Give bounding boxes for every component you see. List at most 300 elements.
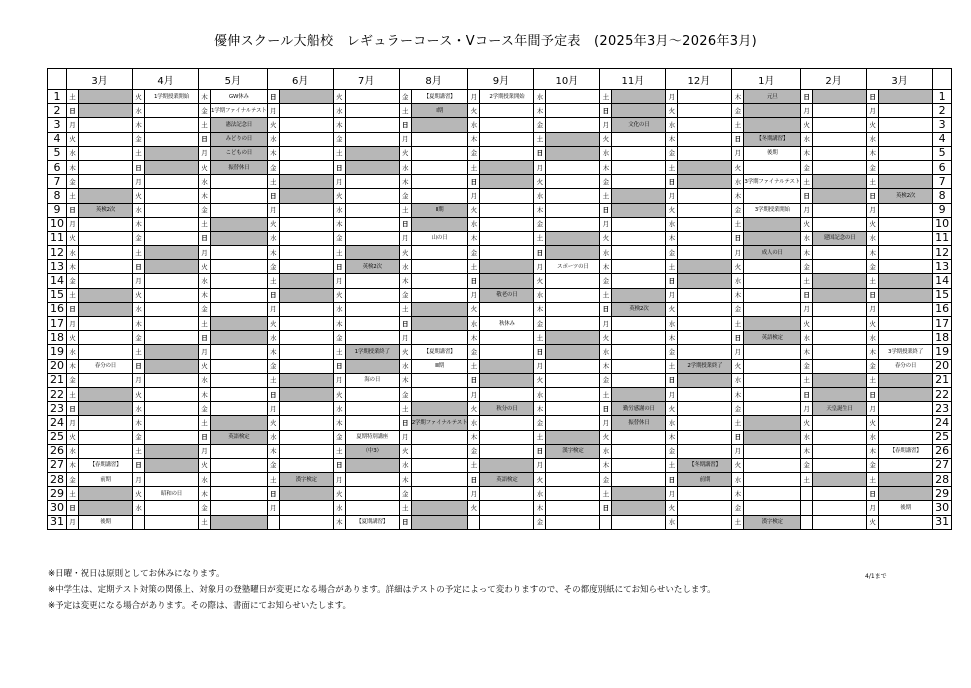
event-cell <box>145 160 199 174</box>
weekday-cell: 土 <box>666 260 678 274</box>
event-cell: 漢字検定 <box>744 515 801 529</box>
weekday-cell: 水 <box>801 331 813 345</box>
event-cell <box>345 473 399 487</box>
event-cell <box>612 373 666 387</box>
weekday-cell: 月 <box>199 345 211 359</box>
weekday-cell: 日 <box>67 402 79 416</box>
day-number-left: 24 <box>48 416 67 430</box>
day-number-right: 12 <box>933 246 952 260</box>
event-cell: 英語検定 <box>744 331 801 345</box>
weekday-cell: 水 <box>199 175 211 189</box>
weekday-cell: 火 <box>801 217 813 231</box>
event-cell <box>79 132 133 146</box>
event-cell <box>546 189 600 203</box>
event-cell <box>345 189 399 203</box>
event-cell <box>678 118 732 132</box>
weekday-cell: 火 <box>199 260 211 274</box>
event-cell <box>279 146 333 160</box>
event-cell <box>744 444 801 458</box>
weekday-cell <box>267 515 279 529</box>
weekday-cell: 月 <box>666 189 678 203</box>
weekday-cell: 火 <box>267 118 279 132</box>
month-header-12: 3月 <box>867 69 933 90</box>
event-cell <box>612 501 666 515</box>
event-cell <box>279 444 333 458</box>
event-cell <box>345 402 399 416</box>
event-cell <box>612 317 666 331</box>
weekday-cell: 土 <box>133 345 145 359</box>
weekday-cell: 日 <box>399 515 411 529</box>
event-cell <box>813 387 867 401</box>
event-cell <box>345 317 399 331</box>
weekday-cell: 水 <box>534 487 546 501</box>
weekday-cell: 水 <box>267 132 279 146</box>
day-row <box>48 146 952 160</box>
day-number-left: 6 <box>48 160 67 174</box>
event-cell <box>480 132 534 146</box>
event-cell <box>480 246 534 260</box>
weekday-cell: 月 <box>199 444 211 458</box>
event-cell <box>79 217 133 231</box>
day-number-right: 2 <box>933 104 952 118</box>
weekday-cell: 木 <box>267 345 279 359</box>
event-cell <box>345 416 399 430</box>
weekday-cell: 火 <box>199 160 211 174</box>
weekday-cell: 水 <box>133 104 145 118</box>
weekday-cell: 木 <box>801 146 813 160</box>
event-cell: GW休み <box>211 90 268 104</box>
day-number-left: 7 <box>48 175 67 189</box>
weekday-cell: 日 <box>333 458 345 472</box>
weekday-cell: 木 <box>267 246 279 260</box>
event-cell <box>145 402 199 416</box>
event-cell <box>345 274 399 288</box>
weekday-cell: 金 <box>67 473 79 487</box>
event-cell <box>879 246 933 260</box>
event-cell <box>145 260 199 274</box>
event-cell: 2学期授業終了 <box>678 359 732 373</box>
event-cell <box>678 345 732 359</box>
event-cell <box>411 373 468 387</box>
event-cell <box>345 231 399 245</box>
event-cell <box>279 104 333 118</box>
event-cell <box>279 430 333 444</box>
day-header-left <box>48 69 67 90</box>
event-cell <box>79 416 133 430</box>
event-cell <box>879 331 933 345</box>
weekday-cell: 火 <box>199 458 211 472</box>
weekday-cell: 日 <box>199 331 211 345</box>
event-cell <box>211 175 268 189</box>
event-cell <box>678 175 732 189</box>
weekday-cell: 土 <box>333 146 345 160</box>
event-cell <box>546 501 600 515</box>
day-number-left: 2 <box>48 104 67 118</box>
weekday-cell <box>468 515 480 529</box>
event-cell <box>79 302 133 316</box>
weekday-cell: 金 <box>801 458 813 472</box>
weekday-cell: 火 <box>133 387 145 401</box>
day-number-right: 20 <box>933 359 952 373</box>
month-header-10: 1月 <box>732 69 801 90</box>
weekday-cell: 木 <box>666 231 678 245</box>
day-row <box>48 402 952 416</box>
event-cell <box>678 132 732 146</box>
weekday-cell: 火 <box>333 288 345 302</box>
weekday-cell: 日 <box>867 90 879 104</box>
weekday-cell: 火 <box>267 217 279 231</box>
event-cell <box>279 416 333 430</box>
weekday-cell: 土 <box>666 160 678 174</box>
weekday-cell: 金 <box>468 146 480 160</box>
weekday-cell: 日 <box>732 132 744 146</box>
event-cell <box>279 515 333 529</box>
event-cell: 1学期ファイナルテスト <box>211 104 268 118</box>
month-header-2: 5月 <box>199 69 268 90</box>
weekday-cell: 木 <box>267 444 279 458</box>
weekday-cell: 金 <box>267 458 279 472</box>
month-header-0: 3月 <box>67 69 133 90</box>
weekday-cell: 金 <box>867 458 879 472</box>
day-row <box>48 274 952 288</box>
event-cell <box>678 104 732 118</box>
event-cell <box>744 302 801 316</box>
weekday-cell: 火 <box>468 501 480 515</box>
weekday-cell: 土 <box>199 217 211 231</box>
day-row <box>48 90 952 104</box>
event-cell <box>879 458 933 472</box>
event-cell <box>546 345 600 359</box>
event-cell <box>879 118 933 132</box>
event-cell <box>813 104 867 118</box>
note-test-schedule: ※中学生は、定期テスト対策の関係上、対象月の登塾曜日が変更になる場合があります。詳細はテストの予定によって変わりますので、その都度別紙にてお知らせいたします。 <box>48 585 716 595</box>
weekday-cell: 日 <box>801 387 813 401</box>
event-cell <box>678 515 732 529</box>
event-cell <box>345 146 399 160</box>
weekday-cell: 火 <box>267 416 279 430</box>
weekday-cell: 木 <box>133 217 145 231</box>
weekday-cell: 火 <box>267 317 279 331</box>
day-row <box>48 515 952 529</box>
event-cell <box>612 331 666 345</box>
event-cell <box>480 175 534 189</box>
event-cell <box>546 203 600 217</box>
month-header-6: 9月 <box>468 69 534 90</box>
event-cell <box>211 231 268 245</box>
event-cell: スポーツの日 <box>546 260 600 274</box>
event-cell <box>79 402 133 416</box>
event-cell <box>744 231 801 245</box>
event-cell <box>411 487 468 501</box>
event-cell <box>813 90 867 104</box>
weekday-cell: 木 <box>333 515 345 529</box>
event-cell: 2学期授業開始 <box>480 90 534 104</box>
event-cell <box>480 231 534 245</box>
weekday-cell: 土 <box>600 387 612 401</box>
event-cell <box>612 487 666 501</box>
event-cell: 昭和の日 <box>145 487 199 501</box>
weekday-cell: 水 <box>199 274 211 288</box>
event-cell: 3学期授業開始 <box>744 203 801 217</box>
weekday-cell: 金 <box>666 444 678 458</box>
event-cell: 前期 <box>678 473 732 487</box>
weekday-cell: 土 <box>732 317 744 331</box>
event-cell <box>79 501 133 515</box>
event-cell <box>813 302 867 316</box>
weekday-cell: 月 <box>67 416 79 430</box>
event-cell: 秋分の日 <box>480 402 534 416</box>
weekday-cell: 日 <box>267 288 279 302</box>
weekday-cell: 月 <box>534 260 546 274</box>
weekday-cell: 水 <box>732 274 744 288</box>
day-number-right: 3 <box>933 118 952 132</box>
weekday-cell: 土 <box>666 458 678 472</box>
weekday-cell: 水 <box>600 146 612 160</box>
weekday-cell: 月 <box>67 217 79 231</box>
weekday-cell: 日 <box>600 402 612 416</box>
event-cell <box>879 203 933 217</box>
month-header-8: 11月 <box>600 69 666 90</box>
weekday-cell: 日 <box>199 132 211 146</box>
weekday-cell: 土 <box>600 288 612 302</box>
day-number-left: 8 <box>48 189 67 203</box>
weekday-cell: 水 <box>67 444 79 458</box>
event-cell <box>813 359 867 373</box>
weekday-cell: 土 <box>534 132 546 146</box>
event-cell <box>145 416 199 430</box>
weekday-cell: 木 <box>534 104 546 118</box>
event-cell: 後期 <box>744 146 801 160</box>
weekday-cell: 月 <box>267 203 279 217</box>
event-cell <box>411 402 468 416</box>
event-cell <box>612 387 666 401</box>
event-cell <box>480 458 534 472</box>
weekday-cell: 火 <box>600 430 612 444</box>
weekday-cell: 月 <box>534 359 546 373</box>
event-cell <box>480 302 534 316</box>
weekday-cell: 火 <box>801 118 813 132</box>
event-cell: 海の日 <box>345 373 399 387</box>
event-cell <box>813 203 867 217</box>
event-cell <box>345 387 399 401</box>
day-number-right: 28 <box>933 473 952 487</box>
event-cell <box>678 274 732 288</box>
event-cell <box>145 302 199 316</box>
event-cell <box>546 132 600 146</box>
weekday-cell: 土 <box>399 501 411 515</box>
weekday-cell: 日 <box>399 317 411 331</box>
weekday-cell: 火 <box>867 118 879 132</box>
weekday-cell: 金 <box>399 189 411 203</box>
event-cell <box>546 473 600 487</box>
weekday-cell: 日 <box>199 231 211 245</box>
event-cell <box>813 430 867 444</box>
event-cell <box>145 501 199 515</box>
weekday-cell: 土 <box>67 487 79 501</box>
day-row <box>48 203 952 217</box>
weekday-cell: 火 <box>534 473 546 487</box>
month-header-5: 8月 <box>399 69 468 90</box>
weekday-cell: 火 <box>600 132 612 146</box>
weekday-cell: 土 <box>333 246 345 260</box>
event-cell <box>546 402 600 416</box>
weekday-cell: 火 <box>534 274 546 288</box>
weekday-cell: 木 <box>199 487 211 501</box>
event-cell <box>411 473 468 487</box>
weekday-cell: 木 <box>867 444 879 458</box>
event-cell <box>279 331 333 345</box>
event-cell: 英語検定 <box>480 473 534 487</box>
event-cell <box>345 331 399 345</box>
weekday-cell <box>801 487 813 501</box>
day-number-right: 23 <box>933 402 952 416</box>
weekday-cell: 金 <box>133 231 145 245</box>
event-cell <box>145 132 199 146</box>
event-cell <box>480 430 534 444</box>
event-cell <box>678 402 732 416</box>
event-cell <box>345 203 399 217</box>
weekday-cell: 日 <box>534 444 546 458</box>
event-cell <box>345 288 399 302</box>
weekday-cell: 土 <box>267 373 279 387</box>
event-cell <box>813 288 867 302</box>
event-cell <box>145 189 199 203</box>
weekday-cell: 木 <box>133 416 145 430</box>
event-cell <box>546 416 600 430</box>
weekday-cell: 月 <box>67 317 79 331</box>
event-cell <box>744 373 801 387</box>
day-number-right: 14 <box>933 274 952 288</box>
weekday-cell: 土 <box>801 274 813 288</box>
event-cell <box>279 231 333 245</box>
weekday-cell <box>801 515 813 529</box>
event-cell <box>678 317 732 331</box>
day-row <box>48 160 952 174</box>
event-cell <box>79 288 133 302</box>
day-number-left: 12 <box>48 246 67 260</box>
weekday-cell: 日 <box>666 473 678 487</box>
weekday-cell: 木 <box>199 189 211 203</box>
event-cell <box>813 444 867 458</box>
weekday-cell: 月 <box>732 146 744 160</box>
day-number-right: 26 <box>933 444 952 458</box>
event-cell <box>480 444 534 458</box>
day-number-right: 6 <box>933 160 952 174</box>
weekday-cell: 火 <box>333 487 345 501</box>
weekday-cell: 火 <box>666 104 678 118</box>
weekday-cell: 月 <box>267 501 279 515</box>
weekday-cell: 土 <box>867 373 879 387</box>
weekday-cell: 月 <box>468 487 480 501</box>
weekday-cell: 木 <box>600 160 612 174</box>
event-cell: 山の日 <box>411 231 468 245</box>
weekday-cell: 金 <box>267 359 279 373</box>
weekday-cell: 日 <box>600 203 612 217</box>
event-cell <box>744 274 801 288</box>
weekday-cell: 木 <box>666 132 678 146</box>
weekday-cell: 月 <box>468 387 480 401</box>
event-cell <box>480 217 534 231</box>
weekday-cell: 水 <box>534 90 546 104</box>
weekday-cell: 金 <box>534 416 546 430</box>
event-cell <box>480 487 534 501</box>
event-cell <box>279 260 333 274</box>
day-number-left: 17 <box>48 317 67 331</box>
event-cell <box>79 487 133 501</box>
day-number-left: 4 <box>48 132 67 146</box>
day-row <box>48 217 952 231</box>
weekday-cell: 日 <box>199 430 211 444</box>
weekday-cell: 月 <box>732 246 744 260</box>
weekday-cell: 月 <box>801 302 813 316</box>
weekday-cell: 日 <box>67 104 79 118</box>
event-cell <box>211 217 268 231</box>
event-cell <box>744 473 801 487</box>
weekday-cell: 金 <box>666 246 678 260</box>
event-cell: こどもの日 <box>211 146 268 160</box>
weekday-cell: 水 <box>67 146 79 160</box>
weekday-cell: 木 <box>468 430 480 444</box>
event-cell <box>546 487 600 501</box>
month-header-row <box>48 69 952 90</box>
event-cell <box>480 515 534 529</box>
event-cell <box>79 175 133 189</box>
event-cell <box>678 217 732 231</box>
weekday-cell: 日 <box>534 146 546 160</box>
event-cell: 勤労感謝の日 <box>612 402 666 416</box>
day-number-left: 22 <box>48 387 67 401</box>
event-cell <box>211 331 268 345</box>
event-cell <box>345 246 399 260</box>
event-cell <box>145 387 199 401</box>
day-row <box>48 317 952 331</box>
day-number-right: 5 <box>933 146 952 160</box>
event-cell <box>612 104 666 118</box>
weekday-cell: 日 <box>468 373 480 387</box>
weekday-cell: 金 <box>67 175 79 189</box>
weekday-cell: 日 <box>267 90 279 104</box>
weekday-cell: 土 <box>468 458 480 472</box>
day-row <box>48 501 952 515</box>
day-number-right: 8 <box>933 189 952 203</box>
event-cell <box>411 260 468 274</box>
day-number-right: 11 <box>933 231 952 245</box>
weekday-cell: 月 <box>399 231 411 245</box>
event-cell <box>744 345 801 359</box>
weekday-cell: 月 <box>333 274 345 288</box>
weekday-cell <box>133 515 145 529</box>
event-cell <box>678 331 732 345</box>
weekday-cell: 水 <box>468 416 480 430</box>
weekday-cell: 火 <box>399 146 411 160</box>
event-cell: Ⅲ期 <box>411 359 468 373</box>
weekday-cell: 木 <box>600 458 612 472</box>
event-cell: 憲法記念日 <box>211 118 268 132</box>
event-cell <box>345 132 399 146</box>
weekday-cell: 木 <box>666 331 678 345</box>
event-cell <box>79 160 133 174</box>
event-cell <box>678 189 732 203</box>
event-cell <box>411 317 468 331</box>
weekday-cell: 木 <box>399 373 411 387</box>
day-row <box>48 444 952 458</box>
weekday-cell: 火 <box>399 246 411 260</box>
event-cell <box>411 160 468 174</box>
weekday-cell: 金 <box>867 359 879 373</box>
weekday-cell: 月 <box>666 90 678 104</box>
weekday-cell: 火 <box>801 416 813 430</box>
event-cell <box>744 487 801 501</box>
